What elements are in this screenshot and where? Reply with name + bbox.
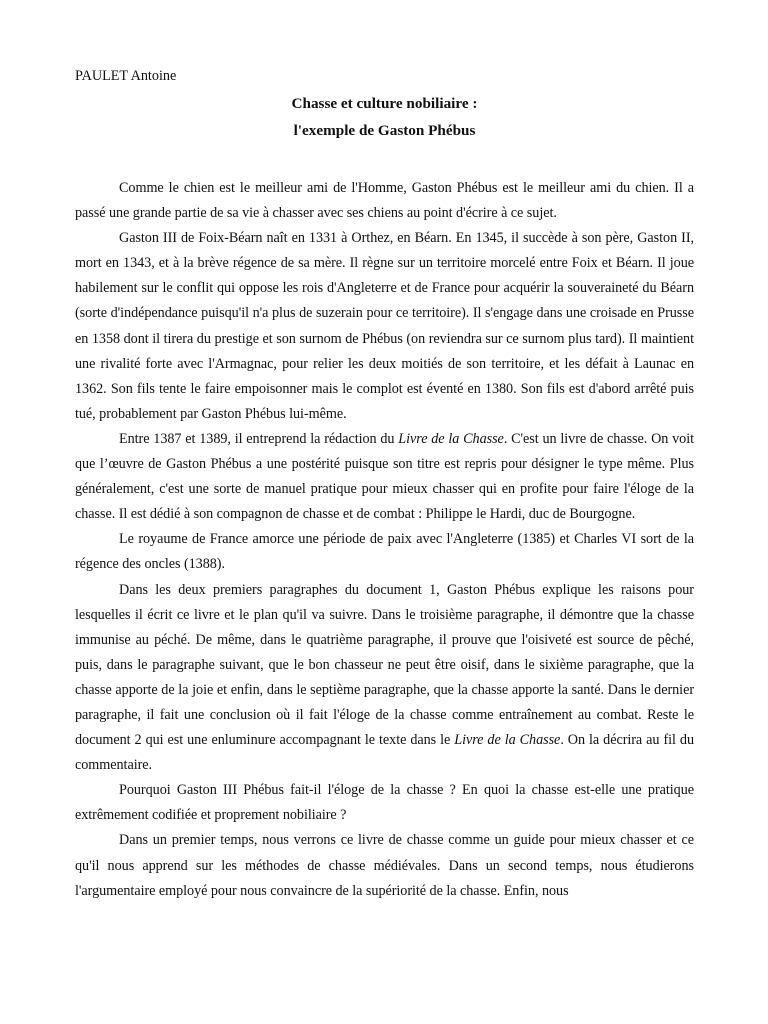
document-title-line-2: l'exemple de Gaston Phébus — [293, 122, 476, 139]
paragraph-text: Entre 1387 et 1389, il entreprend la rédaction du — [119, 430, 399, 447]
author-name: PAULET Antoine — [75, 68, 177, 84]
paragraph-text: . On la décrira au fil du commentaire. — [75, 732, 694, 774]
paragraph-livre-de-la-chasse — [75, 427, 694, 527]
paragraph-intro: Comme le chien est le meilleur ami de l'Homme, Gaston Phébus est le meilleur ami du chien. Il a passé une grande partie de sa vie à chasser avec ses chiens au point d'écrire à ce sujet. — [75, 180, 694, 222]
document-body — [75, 176, 694, 904]
document-title-line-1: Chasse et culture nobiliaire : — [291, 95, 478, 112]
paragraph-document-summary — [75, 578, 694, 779]
paragraph-text: . C'est un livre de chasse. On voit que l’œuvre de Gaston Phébus a une postérité puisque son titre est repris pour désigner le type même. Plus généralement, c'est une sorte de manuel pratique pour mieux chasser qui en profite pour faire l'éloge de la chasse. Il est dédié à son compagnon de chasse et de combat : Philippe le Hardi, duc de Bourgogne. — [75, 430, 694, 523]
paragraph-text: Dans les deux premiers paragraphes du document 1, Gaston Phébus explique les raisons pour lesquelles il écrit ce livre et le plan qu'il va suivre. Dans le troisième paragraphe, il démontre que la chasse immunise au péché. De même, dans le quatrième paragraphe, il prouve que l'oisiveté est source de pêché, puis, dans le paragraphe suivant, que le bon chasseur ne peut être oisif, dans le sixième paragraphe, que la chasse apporte de la joie et enfin, dans le septième paragraphe, que la chasse apporte la santé. Dans le dernier paragraphe, il fait une conclusion où il fait l'éloge de la chasse comme entraînement au combat. Reste le document 2 qui est une enluminure accompagnant le texte dans le — [75, 581, 694, 749]
paragraph-biography: Gaston III de Foix-Béarn naît en 1331 à Orthez, en Béarn. En 1345, il succède à son père, Gaston II, mort en 1343, et à la brève régence de sa mère. Il règne sur un territoire morcelé entre Foix et Béarn. Il joue habilement sur le conflit qui oppose les rois d'Angleterre et de France pour acquérir la souveraineté du Béarn (sorte d'indépendance puisqu'il n'a plus de suzerain pour ce territoire). Il s'engage dans une croisade en Prusse en 1358 dont il tirera du prestige et son surnom de Phébus (on reviendra sur ce surnom plus tard). Il maintient une rivalité forte avec l'Armagnac, pour relier les deux moitiés de son territoire, et les défait à Launac en 1362. Son fils tente le faire empoisonner mais le complot est éventé en 1380. Son fils est d'abord arrêté puis tué, probablement par Gaston Phébus lui-même. — [75, 230, 694, 422]
book-title-italic: Livre de la Chasse — [398, 430, 504, 447]
paragraph-plan: Dans un premier temps, nous verrons ce livre de chasse comme un guide pour mieux chasser et ce qu'il nous apprend sur les méthodes de chasse médiévales. Dans un second temps, nous étudierons l'argumentaire employé pour nous convaincre de la supériorité de la chasse. Enfin, nous — [75, 832, 694, 899]
paragraph-context: Le royaume de France amorce une période de paix avec l'Angleterre (1385) et Charles VI sort de la régence des oncles (1388). — [75, 531, 694, 573]
book-title-italic: Livre de la Chasse — [454, 732, 561, 749]
paragraph-problematic: Pourquoi Gaston III Phébus fait-il l'éloge de la chasse ? En quoi la chasse est-elle une pratique extrêmement codifiée et proprement nobiliaire ? — [75, 782, 694, 824]
